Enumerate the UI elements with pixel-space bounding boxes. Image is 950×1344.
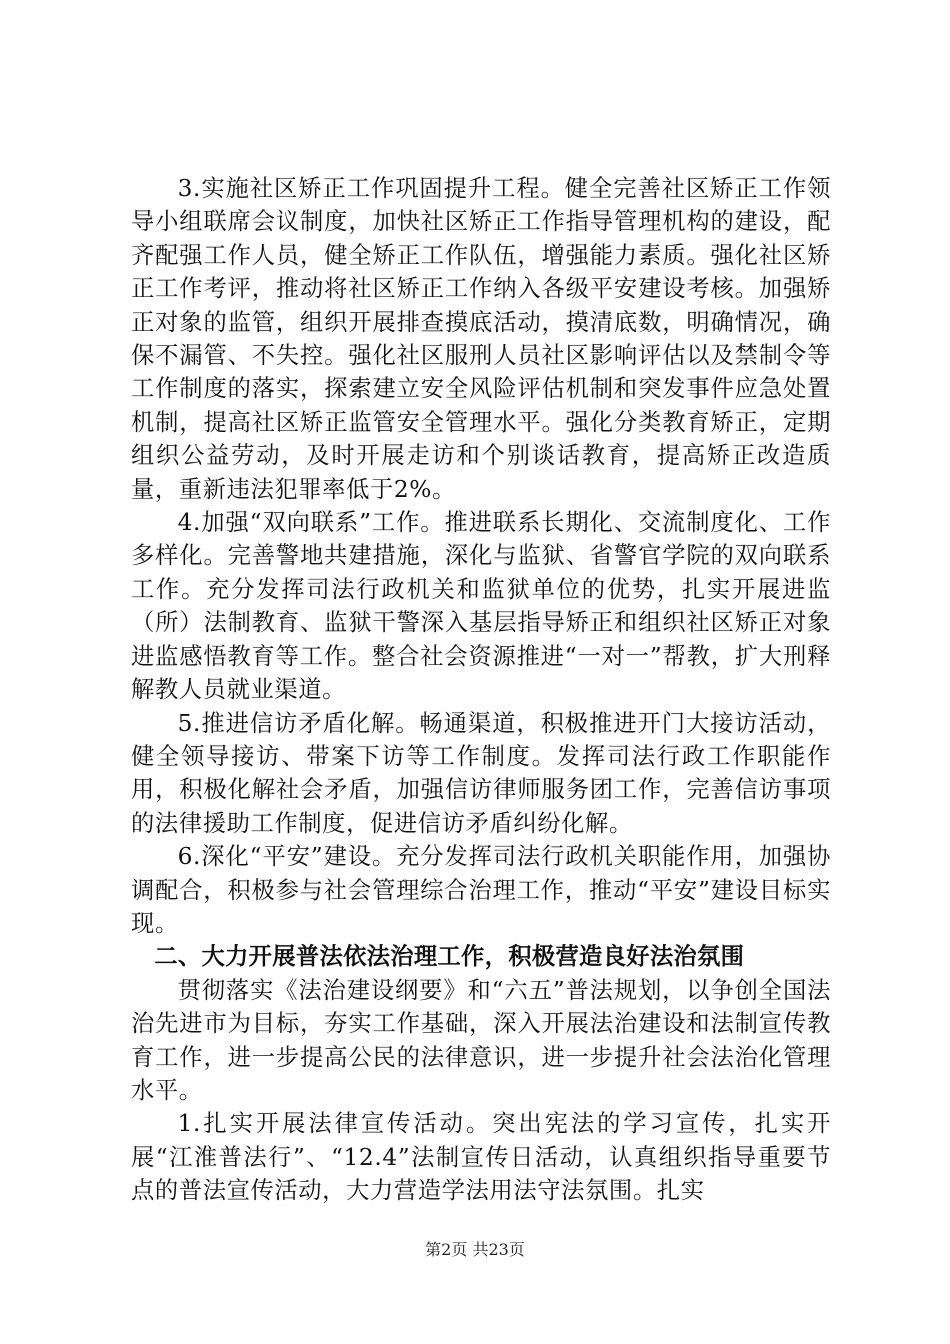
section-intro-paragraph: 贯彻落实《法治建设纲要》和“六五”普法规划，以争创全国法治先进市为目标，夯实工作基础，深入开展法治建设和法制宣传教育工作，进一步提高公民的法律意识，进一步提升社会法治化管理水平。 xyxy=(131,976,831,1104)
paragraph-item-1: 1.扎实开展法律宣传活动。突出宪法的学习宣传，扎实开展“江淮普法行”、“12.4”法制宣传日活动，认真组织指导重要节点的普法宣传活动，大力营造学法用法守法氛围。扎实 xyxy=(131,1110,831,1205)
paragraph-item-4: 4.加强“双向联系”工作。推进联系长期化、交流制度化、工作多样化。完善警地共建措施，深化与监狱、省警官学院的双向联系工作。充分发挥司法行政机关和监狱单位的优势，扎实开展进监（所）法制教育、监狱干警深入基层指导矫正和组织社区矫正对象进监感悟教育等工作。整合社会资源推进“一对一”帮教，扩大刑释解教人员就业渠道。 xyxy=(131,509,831,704)
paragraph-item-6: 6.深化“平安”建设。充分发挥司法行政机关职能作用，加强协调配合，积极参与社会管理综合治理工作，推动“平安”建设目标实现。 xyxy=(131,843,831,937)
section-heading: 二、大力开展普法依法治理工作，积极营造良好法治氛围 xyxy=(154,943,745,971)
page-number: 第2页 共23页 xyxy=(425,1240,525,1259)
document-body xyxy=(131,172,831,1208)
paragraph-item-5: 5.推进信访矛盾化解。畅通渠道，积极推进开门大接访活动，健全领导接访、带案下访等工作制度。发挥司法行政工作职能作用，积极化解社会矛盾，加强信访律师服务团工作，完善信访事项的法律援助工作制度，促进信访矛盾纠纷化解。 xyxy=(131,709,831,837)
paragraph-item-3: 3.实施社区矫正工作巩固提升工程。健全完善社区矫正工作领导小组联席会议制度，加快社区矫正工作指导管理机构的建设，配齐配强工作人员，健全矫正工作队伍，增强能力素质。强化社区矫正工作考评，推动将社区矫正工作纳入各级平安建设考核。加强矫正对象的监管，组织开展排查摸底活动，摸清底数，明确情况，确保不漏管、不失控。强化社区服刑人员社区影响评估以及禁制令等工作制度的落实，探索建立安全风险评估机制和突发事件应急处置机制，提高社区矫正监管安全管理水平。强化分类教育矫正，定期组织公益劳动，及时开展走访和个别谈话教育，提高矫正改造质量，重新违法犯罪率低于2%。 xyxy=(131,175,831,503)
